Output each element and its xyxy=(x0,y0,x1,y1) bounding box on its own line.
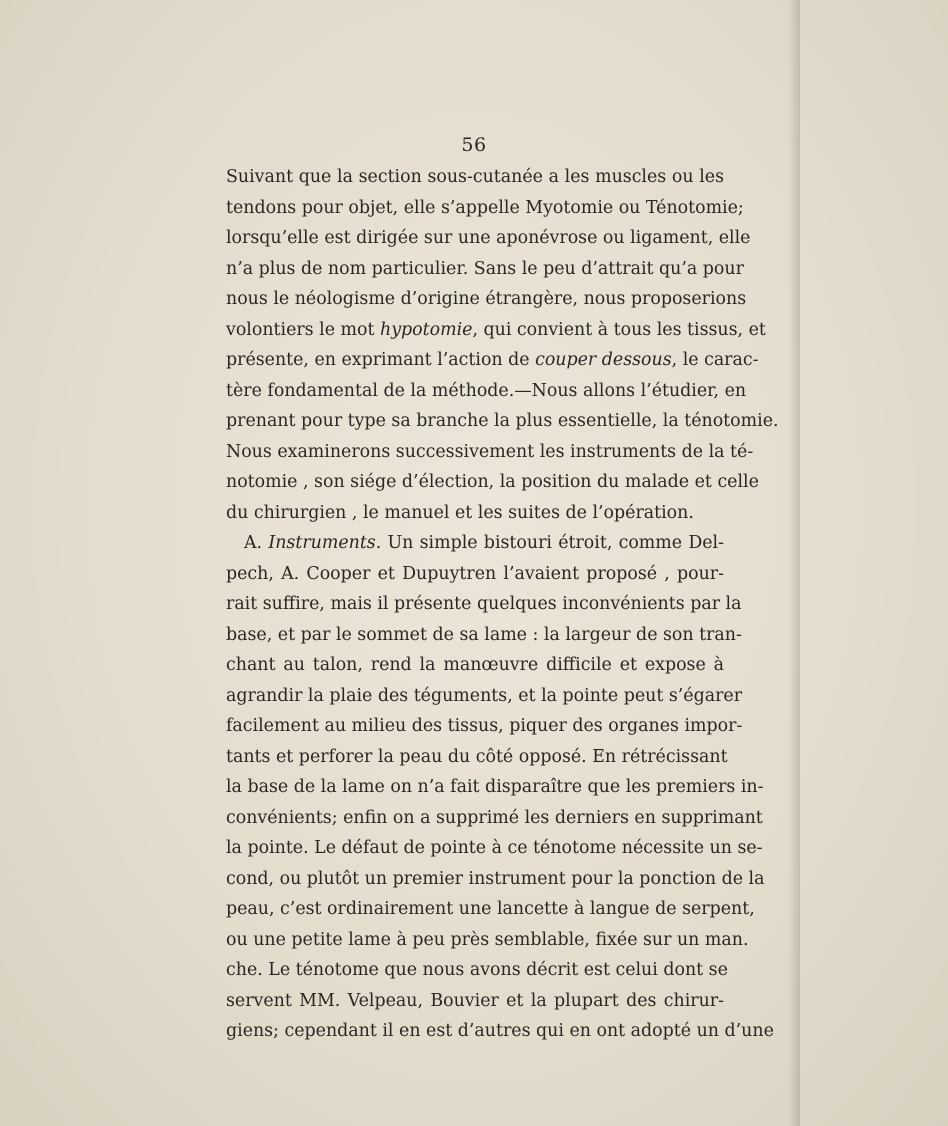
text-line: prenant pour type sa branche la plus essentielle, la ténotomie. xyxy=(226,411,779,431)
text-line: pech, A. Cooper et Dupuytren l’avaient proposé , pour- xyxy=(226,563,724,584)
page-number: 56 xyxy=(461,134,487,156)
text-line xyxy=(226,528,724,559)
text-line: tère fondamental de la méthode.—Nous allons l’étudier, en xyxy=(226,380,747,401)
text-line: n’a plus de nom particulier. Sans le peu d’attrait qu’a pour xyxy=(226,258,744,279)
text-line xyxy=(226,345,759,376)
text-line: lorsqu’elle est dirigée sur une aponévrose ou ligament, elle xyxy=(226,228,751,248)
text-line: rait suffire, mais il présente quelques inconvénients par la xyxy=(226,594,742,614)
text-segment: présente, en exprimant l’action de xyxy=(226,350,536,370)
page-edge-shadow xyxy=(788,0,800,1126)
text-segment: , qui convient à tous les tissus, et xyxy=(472,319,766,340)
text-segment: volontiers le mot xyxy=(226,319,380,340)
text-line: tendons pour objet, elle s’appelle Myotomie ou Ténotomie; xyxy=(226,197,744,218)
text-segment: Un simple bistouri étroit, comme Del- xyxy=(381,533,724,553)
section-heading: Instruments. xyxy=(268,533,382,553)
italic-term: hypotomie xyxy=(380,319,473,340)
text-line: nous le néologisme d’origine étrangère, nous proposerions xyxy=(226,289,747,309)
text-line: convénients; enfin on a supprimé les derniers en supprimant xyxy=(226,807,763,828)
italic-term: couper dessous xyxy=(535,350,672,370)
text-line: base, et par le sommet de sa lame : la largeur de son tran- xyxy=(226,624,742,645)
text-line: du chirurgien , le manuel et les suites de l’opération. xyxy=(226,502,694,523)
text-line: facilement au milieu des tissus, piquer des organes impor- xyxy=(226,716,743,736)
text-line: ou une petite lame à peu près semblable, fixée sur un man. xyxy=(226,929,749,950)
text-line xyxy=(226,315,766,346)
text-line: notomie , son siége d’élection, la position du malade et celle xyxy=(226,472,759,492)
section-marker: A. xyxy=(244,533,269,553)
text-line: Nous examinerons successivement les instruments de la té- xyxy=(226,441,754,462)
text-line: agrandir la plaie des téguments, et la pointe peut s’égarer xyxy=(226,685,743,706)
text-line: la pointe. Le défaut de pointe à ce ténotome nécessite un se- xyxy=(226,838,763,858)
text-line: servent MM. Velpeau, Bouvier et la plupart des chirur- xyxy=(226,990,724,1011)
text-line: la base de la lame on n’a fait disparaître que les premiers in- xyxy=(226,777,764,797)
text-line: tants et perforer la peau du côté opposé. En rétrécissant xyxy=(226,746,728,767)
text-line: che. Le ténotome que nous avons décrit est celui dont se xyxy=(226,960,728,980)
text-line: chant au talon, rend la manœuvre difficile et expose à xyxy=(226,655,724,675)
text-segment: , le carac- xyxy=(671,350,759,370)
text-line: Suivant que la section sous-cutanée a les muscles ou les xyxy=(226,167,724,187)
text-line: cond, ou plutôt un premier instrument pour la ponction de la xyxy=(226,868,765,889)
text-line: peau, c’est ordinairement une lancette à langue de serpent, xyxy=(226,899,755,919)
text-line: giens; cependant il en est d’autres qui en ont adopté un d’une xyxy=(226,1021,774,1041)
body-text xyxy=(226,162,779,1047)
